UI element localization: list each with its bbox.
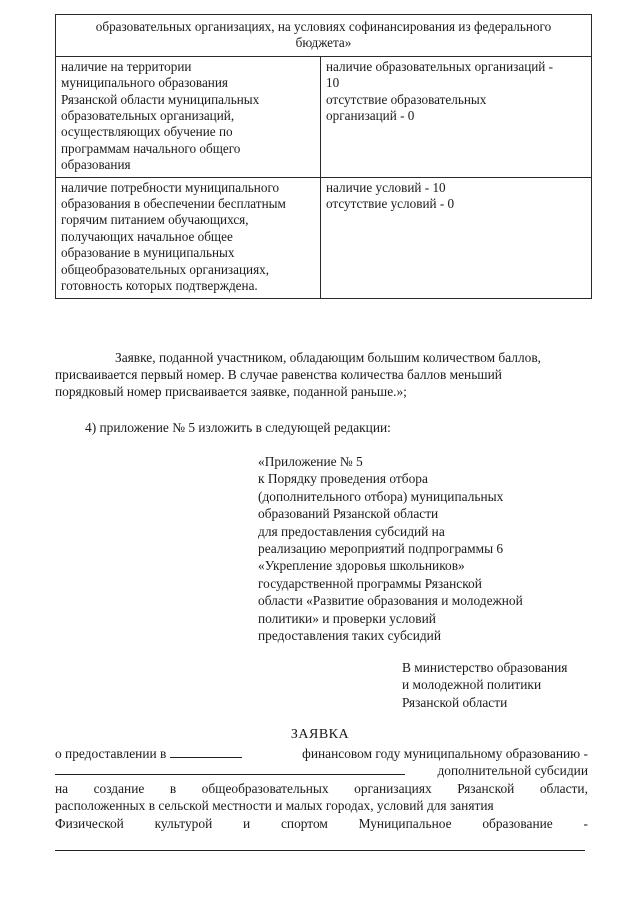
form-word: - xyxy=(583,815,588,831)
form-word: и xyxy=(243,815,251,831)
form-word: Муниципальное xyxy=(358,815,452,831)
score-line: отсутствие образовательных xyxy=(326,91,487,107)
form-word: культурой xyxy=(154,815,213,831)
form-word: Рязанской xyxy=(457,780,515,796)
form-title: ЗАЯВКА xyxy=(290,727,350,742)
appendix-line: политики» и проверки условий xyxy=(258,610,436,626)
appendix-heading xyxy=(258,453,588,644)
criterion-line: Рязанской области муниципальных xyxy=(61,91,260,107)
table-row xyxy=(56,177,592,298)
appendix-line: (дополнительного отбора) муниципальных xyxy=(258,488,504,504)
form-word: образование xyxy=(482,815,553,831)
criterion-line: наличие на территории xyxy=(61,58,192,74)
paragraph-ranking-rule xyxy=(55,349,588,401)
year-blank[interactable] xyxy=(170,745,242,758)
form-word: спортом xyxy=(280,815,328,831)
appendix-line: «Приложение № 5 xyxy=(258,454,363,469)
municipality-blank[interactable] xyxy=(55,762,405,775)
criterion-cell xyxy=(56,56,321,177)
score-line: организаций - 0 xyxy=(326,108,415,124)
form-word: на xyxy=(55,780,69,796)
criterion-line: получающих начальное общее xyxy=(61,228,233,244)
criterion-line: образования в обеспечении бесплатным xyxy=(61,196,286,212)
form-line-2 xyxy=(55,762,588,779)
criterion-line: муниципального образования xyxy=(61,75,228,91)
fill-in-line[interactable] xyxy=(55,850,585,851)
appendix-line: «Укрепление здоровья школьников» xyxy=(258,558,465,574)
form-body xyxy=(55,745,588,832)
paragraph-line: присваивается первый номер. В случае равенства количества баллов меньший xyxy=(55,367,502,383)
criterion-line: горячим питанием обучающихся, xyxy=(61,212,249,228)
criterion-line: образования xyxy=(61,157,131,173)
paragraph-line: Заявке, поданной участником, обладающим большим количеством баллов, xyxy=(115,350,542,365)
appendix-line: реализацию мероприятий подпрограммы 6 xyxy=(258,541,504,557)
form-line-4: расположенных в сельской местности и малых городах, условий для занятия xyxy=(55,798,494,814)
form-line-3 xyxy=(55,780,588,797)
appendix-line: образований Рязанской области xyxy=(258,506,439,522)
criterion-line: образовательных организаций, xyxy=(61,108,235,124)
criteria-table xyxy=(55,14,592,299)
form-word: области, xyxy=(539,780,588,796)
appendix-line: государственной программы Рязанской xyxy=(258,575,482,591)
criterion-line: готовность которых подтверждена. xyxy=(61,278,258,294)
form-word: в xyxy=(169,780,177,796)
appendix-line: предоставления таких субсидий xyxy=(258,628,442,644)
form-text: дополнительной субсидии xyxy=(437,763,588,779)
form-word: Физической xyxy=(55,815,124,831)
criterion-cell xyxy=(56,177,321,298)
table-row xyxy=(56,56,592,177)
form-word: создание xyxy=(93,780,145,796)
paragraph-line: порядковый номер присваивается заявке, поданной раньше.»; xyxy=(55,384,407,400)
form-line-5 xyxy=(55,815,588,832)
criterion-line: общеобразовательных организациях, xyxy=(61,261,270,277)
paragraph-item-4 xyxy=(55,419,588,436)
table-header-row xyxy=(56,15,592,57)
addressee xyxy=(402,659,602,711)
form-word: организациях xyxy=(354,780,432,796)
score-line: 10 xyxy=(326,75,340,91)
criterion-line: наличие потребности муниципального xyxy=(61,179,280,195)
score-line: отсутствие условий - 0 xyxy=(326,196,455,212)
appendix-line: области «Развитие образования и молодежной xyxy=(258,593,523,609)
score-line: наличие образовательных организаций - xyxy=(326,58,554,74)
criterion-line: осуществляющих обучение по xyxy=(61,124,233,140)
form-line-1 xyxy=(55,745,588,762)
form-text: о предоставлении в xyxy=(55,746,167,761)
score-cell xyxy=(321,56,592,177)
header-line: образовательных организациях, на условиях софинансирования из федерального xyxy=(95,19,552,34)
header-line: бюджета» xyxy=(295,35,352,51)
appendix-line: для предоставления субсидий на xyxy=(258,523,445,539)
criterion-line: образование в муниципальных xyxy=(61,245,235,261)
table-header-cell xyxy=(56,15,592,57)
form-word: общеобразовательных xyxy=(201,780,329,796)
appendix-line: к Порядку проведения отбора xyxy=(258,471,428,487)
score-cell xyxy=(321,177,592,298)
addressee-line: В министерство образования xyxy=(402,660,568,675)
form-text: финансовом году муниципальному образованию - xyxy=(302,746,588,761)
score-line: наличие условий - 10 xyxy=(326,179,446,195)
paragraph-line: 4) приложение № 5 изложить в следующей редакции: xyxy=(85,420,391,435)
addressee-line: Рязанской области xyxy=(402,694,508,710)
addressee-line: и молодежной политики xyxy=(402,677,542,693)
criterion-line: программам начального общего xyxy=(61,140,241,156)
